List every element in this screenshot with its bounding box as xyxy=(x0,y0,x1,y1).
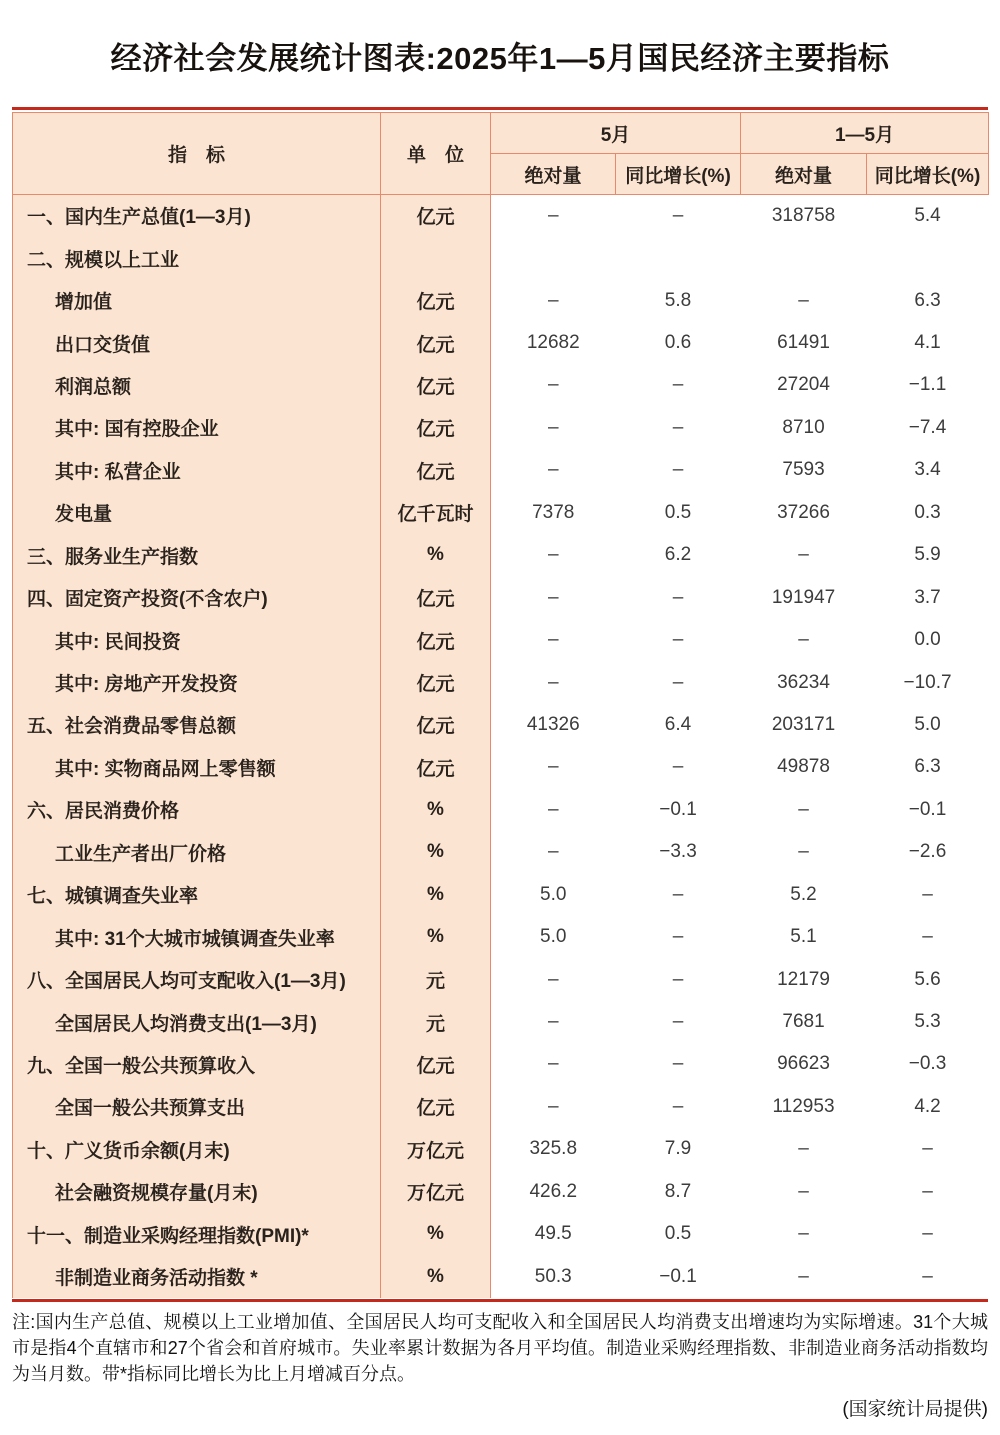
indicator-label: 十、广义货币余额(月末) xyxy=(13,1128,381,1170)
janmay-yoy-value: – xyxy=(867,874,989,916)
may-yoy-value: – xyxy=(616,1043,741,1085)
table-row xyxy=(13,958,989,1000)
may-absolute-value xyxy=(491,237,616,279)
table-row xyxy=(13,576,989,618)
may-yoy-value: – xyxy=(616,195,741,237)
janmay-yoy-value: 3.4 xyxy=(867,449,989,491)
may-absolute-value: – xyxy=(491,576,616,618)
may-absolute-value: – xyxy=(491,661,616,703)
indicator-label: 增加值 xyxy=(13,279,381,321)
unit-value: % xyxy=(381,534,491,576)
janmay-absolute-value: 191947 xyxy=(741,576,867,618)
table-row xyxy=(13,1128,989,1170)
may-absolute-value: 49.5 xyxy=(491,1213,616,1255)
janmay-yoy-value: −7.4 xyxy=(867,407,989,449)
may-yoy-value xyxy=(616,237,741,279)
unit-value: % xyxy=(381,789,491,831)
may-absolute-value: 50.3 xyxy=(491,1255,616,1297)
statistics-table xyxy=(12,112,989,1298)
may-yoy-value: – xyxy=(616,874,741,916)
janmay-yoy-value: −10.7 xyxy=(867,661,989,703)
may-yoy-value: 0.6 xyxy=(616,322,741,364)
column-header-may-absolute: 绝对量 xyxy=(491,154,616,195)
may-yoy-value: – xyxy=(616,958,741,1000)
janmay-yoy-value: 5.9 xyxy=(867,534,989,576)
may-yoy-value: – xyxy=(616,619,741,661)
table-row xyxy=(13,195,989,237)
janmay-yoy-value: 0.0 xyxy=(867,619,989,661)
table-row xyxy=(13,916,989,958)
indicator-label: 其中: 房地产开发投资 xyxy=(13,661,381,703)
indicator-label: 二、规模以上工业 xyxy=(13,237,381,279)
indicator-label: 一、国内生产总值(1—3月) xyxy=(13,195,381,237)
table-row xyxy=(13,619,989,661)
unit-value: 亿元 xyxy=(381,619,491,661)
indicator-label: 利润总额 xyxy=(13,364,381,406)
janmay-absolute-value: 96623 xyxy=(741,1043,867,1085)
may-yoy-value: – xyxy=(616,661,741,703)
may-absolute-value: – xyxy=(491,407,616,449)
indicator-label: 八、全国居民人均可支配收入(1—3月) xyxy=(13,958,381,1000)
indicator-label: 六、居民消费价格 xyxy=(13,789,381,831)
unit-value: % xyxy=(381,1255,491,1297)
janmay-absolute-value: 12179 xyxy=(741,958,867,1000)
may-yoy-value: – xyxy=(616,1086,741,1128)
table-row xyxy=(13,492,989,534)
may-absolute-value: 41326 xyxy=(491,704,616,746)
table-row xyxy=(13,1171,989,1213)
janmay-yoy-value: −0.1 xyxy=(867,789,989,831)
may-yoy-value: – xyxy=(616,1001,741,1043)
indicator-label: 全国一般公共预算支出 xyxy=(13,1086,381,1128)
indicator-label: 非制造业商务活动指数 * xyxy=(13,1255,381,1297)
table-row xyxy=(13,1001,989,1043)
table-row xyxy=(13,746,989,788)
may-yoy-value: – xyxy=(616,449,741,491)
may-absolute-value: – xyxy=(491,746,616,788)
janmay-yoy-value: 5.4 xyxy=(867,195,989,237)
janmay-absolute-value: 37266 xyxy=(741,492,867,534)
unit-value: % xyxy=(381,1213,491,1255)
janmay-absolute-value: 5.2 xyxy=(741,874,867,916)
janmay-yoy-value: −2.6 xyxy=(867,831,989,873)
janmay-absolute-value: 61491 xyxy=(741,322,867,364)
column-header-indicator: 指 标 xyxy=(13,113,381,195)
unit-value: 亿千瓦时 xyxy=(381,492,491,534)
table-row xyxy=(13,534,989,576)
janmay-yoy-value: 5.3 xyxy=(867,1001,989,1043)
janmay-yoy-value: 6.3 xyxy=(867,746,989,788)
janmay-absolute-value: – xyxy=(741,789,867,831)
table-top-accent-line xyxy=(12,107,988,110)
may-absolute-value: – xyxy=(491,449,616,491)
unit-value: 元 xyxy=(381,1001,491,1043)
table-body xyxy=(13,195,989,1298)
may-absolute-value: – xyxy=(491,958,616,1000)
unit-value: 万亿元 xyxy=(381,1128,491,1170)
footnote: 注:国内生产总值、规模以上工业增加值、全国居民人均可支配收入和全国居民人均消费支出增速均为实际增速。31个大城市是指4个直辖市和27个省会和首府城市。失业率累计数据为各月平均值。制造业采购经理指数、非制造业商务活动指数均为当月数。带*指标同比增长为比上月增减百分点。 xyxy=(12,1312,988,1384)
header-row-groups xyxy=(13,113,989,154)
table-bottom-accent-line xyxy=(12,1299,988,1302)
may-yoy-value: 0.5 xyxy=(616,492,741,534)
unit-value: 亿元 xyxy=(381,364,491,406)
janmay-yoy-value: – xyxy=(867,1128,989,1170)
may-absolute-value: 12682 xyxy=(491,322,616,364)
may-yoy-value: – xyxy=(616,746,741,788)
may-yoy-value: 5.8 xyxy=(616,279,741,321)
table-row xyxy=(13,279,989,321)
may-absolute-value: – xyxy=(491,364,616,406)
may-absolute-value: – xyxy=(491,789,616,831)
indicator-label: 工业生产者出厂价格 xyxy=(13,831,381,873)
may-yoy-value: −0.1 xyxy=(616,789,741,831)
unit-value: 亿元 xyxy=(381,322,491,364)
may-absolute-value: 426.2 xyxy=(491,1171,616,1213)
unit-value: % xyxy=(381,916,491,958)
janmay-absolute-value: – xyxy=(741,1213,867,1255)
unit-value: 亿元 xyxy=(381,195,491,237)
table-row xyxy=(13,407,989,449)
unit-value: 亿元 xyxy=(381,407,491,449)
may-yoy-value: 6.4 xyxy=(616,704,741,746)
janmay-yoy-value: 4.1 xyxy=(867,322,989,364)
indicator-label: 四、固定资产投资(不含农户) xyxy=(13,576,381,618)
janmay-yoy-value: – xyxy=(867,1171,989,1213)
janmay-yoy-value: −0.3 xyxy=(867,1043,989,1085)
column-header-unit: 单 位 xyxy=(381,113,491,195)
table-row xyxy=(13,237,989,279)
may-absolute-value: – xyxy=(491,831,616,873)
column-header-janmay-yoy: 同比增长(%) xyxy=(867,154,989,195)
janmay-absolute-value: – xyxy=(741,279,867,321)
column-header-may-yoy: 同比增长(%) xyxy=(616,154,741,195)
janmay-absolute-value: 203171 xyxy=(741,704,867,746)
janmay-yoy-value: 5.0 xyxy=(867,704,989,746)
table-row xyxy=(13,1255,989,1297)
may-yoy-value: 8.7 xyxy=(616,1171,741,1213)
janmay-absolute-value: 112953 xyxy=(741,1086,867,1128)
unit-value: 元 xyxy=(381,958,491,1000)
may-absolute-value: – xyxy=(491,534,616,576)
source-credit: (国家统计局提供) xyxy=(842,1399,988,1420)
may-yoy-value: – xyxy=(616,916,741,958)
column-header-janmay-absolute: 绝对量 xyxy=(741,154,867,195)
unit-value: 亿元 xyxy=(381,1086,491,1128)
column-group-jan-may: 1—5月 xyxy=(741,113,989,154)
unit-value: % xyxy=(381,874,491,916)
table-row xyxy=(13,831,989,873)
janmay-absolute-value: – xyxy=(741,831,867,873)
table-row xyxy=(13,1213,989,1255)
janmay-yoy-value: 0.3 xyxy=(867,492,989,534)
unit-value: 亿元 xyxy=(381,704,491,746)
may-yoy-value: 0.5 xyxy=(616,1213,741,1255)
indicator-label: 其中: 私营企业 xyxy=(13,449,381,491)
may-yoy-value: −0.1 xyxy=(616,1255,741,1297)
unit-value: % xyxy=(381,831,491,873)
table-row xyxy=(13,874,989,916)
indicator-label: 十一、制造业采购经理指数(PMI)* xyxy=(13,1213,381,1255)
unit-value: 亿元 xyxy=(381,576,491,618)
janmay-yoy-value: 5.6 xyxy=(867,958,989,1000)
may-yoy-value: −3.3 xyxy=(616,831,741,873)
janmay-absolute-value: 8710 xyxy=(741,407,867,449)
janmay-absolute-value: 318758 xyxy=(741,195,867,237)
unit-value: 亿元 xyxy=(381,1043,491,1085)
may-yoy-value: 7.9 xyxy=(616,1128,741,1170)
column-group-may: 5月 xyxy=(491,113,741,154)
unit-value: 亿元 xyxy=(381,449,491,491)
janmay-absolute-value: – xyxy=(741,1128,867,1170)
janmay-yoy-value: 3.7 xyxy=(867,576,989,618)
may-absolute-value: 325.8 xyxy=(491,1128,616,1170)
page-title: 经济社会发展统计图表:2025年1—5月国民经济主要指标 xyxy=(110,41,890,76)
may-absolute-value: – xyxy=(491,279,616,321)
janmay-absolute-value: 27204 xyxy=(741,364,867,406)
janmay-absolute-value: 36234 xyxy=(741,661,867,703)
janmay-yoy-value: 4.2 xyxy=(867,1086,989,1128)
janmay-absolute-value: 5.1 xyxy=(741,916,867,958)
janmay-absolute-value: – xyxy=(741,1255,867,1297)
may-yoy-value: – xyxy=(616,364,741,406)
may-absolute-value: – xyxy=(491,1043,616,1085)
may-yoy-value: 6.2 xyxy=(616,534,741,576)
janmay-absolute-value xyxy=(741,237,867,279)
indicator-label: 五、社会消费品零售总额 xyxy=(13,704,381,746)
may-absolute-value: – xyxy=(491,195,616,237)
janmay-absolute-value: – xyxy=(741,534,867,576)
may-absolute-value: 7378 xyxy=(491,492,616,534)
table-row xyxy=(13,1043,989,1085)
unit-value: 亿元 xyxy=(381,746,491,788)
may-absolute-value: 5.0 xyxy=(491,916,616,958)
janmay-yoy-value: – xyxy=(867,1255,989,1297)
janmay-yoy-value: – xyxy=(867,916,989,958)
janmay-absolute-value: 7681 xyxy=(741,1001,867,1043)
may-absolute-value: 5.0 xyxy=(491,874,616,916)
janmay-absolute-value: 49878 xyxy=(741,746,867,788)
table-row xyxy=(13,322,989,364)
table-row xyxy=(13,364,989,406)
may-absolute-value: – xyxy=(491,619,616,661)
indicator-label: 其中: 国有控股企业 xyxy=(13,407,381,449)
unit-value xyxy=(381,237,491,279)
indicator-label: 其中: 民间投资 xyxy=(13,619,381,661)
table-row xyxy=(13,789,989,831)
table-header xyxy=(13,113,989,195)
table-row xyxy=(13,661,989,703)
indicator-label: 社会融资规模存量(月末) xyxy=(13,1171,381,1213)
may-yoy-value: – xyxy=(616,407,741,449)
indicator-label: 出口交货值 xyxy=(13,322,381,364)
indicator-label: 其中: 31个大城市城镇调查失业率 xyxy=(13,916,381,958)
may-yoy-value: – xyxy=(616,576,741,618)
indicator-label: 发电量 xyxy=(13,492,381,534)
janmay-yoy-value: 6.3 xyxy=(867,279,989,321)
janmay-absolute-value: – xyxy=(741,619,867,661)
unit-value: 亿元 xyxy=(381,661,491,703)
janmay-yoy-value: – xyxy=(867,1213,989,1255)
table-row xyxy=(13,449,989,491)
unit-value: 万亿元 xyxy=(381,1171,491,1213)
table-row xyxy=(13,1086,989,1128)
indicator-label: 九、全国一般公共预算收入 xyxy=(13,1043,381,1085)
janmay-yoy-value xyxy=(867,237,989,279)
indicator-label: 三、服务业生产指数 xyxy=(13,534,381,576)
janmay-absolute-value: 7593 xyxy=(741,449,867,491)
may-absolute-value: – xyxy=(491,1001,616,1043)
table-row xyxy=(13,704,989,746)
janmay-absolute-value: – xyxy=(741,1171,867,1213)
indicator-label: 全国居民人均消费支出(1—3月) xyxy=(13,1001,381,1043)
indicator-label: 七、城镇调查失业率 xyxy=(13,874,381,916)
may-absolute-value: – xyxy=(491,1086,616,1128)
indicator-label: 其中: 实物商品网上零售额 xyxy=(13,746,381,788)
janmay-yoy-value: −1.1 xyxy=(867,364,989,406)
unit-value: 亿元 xyxy=(381,279,491,321)
